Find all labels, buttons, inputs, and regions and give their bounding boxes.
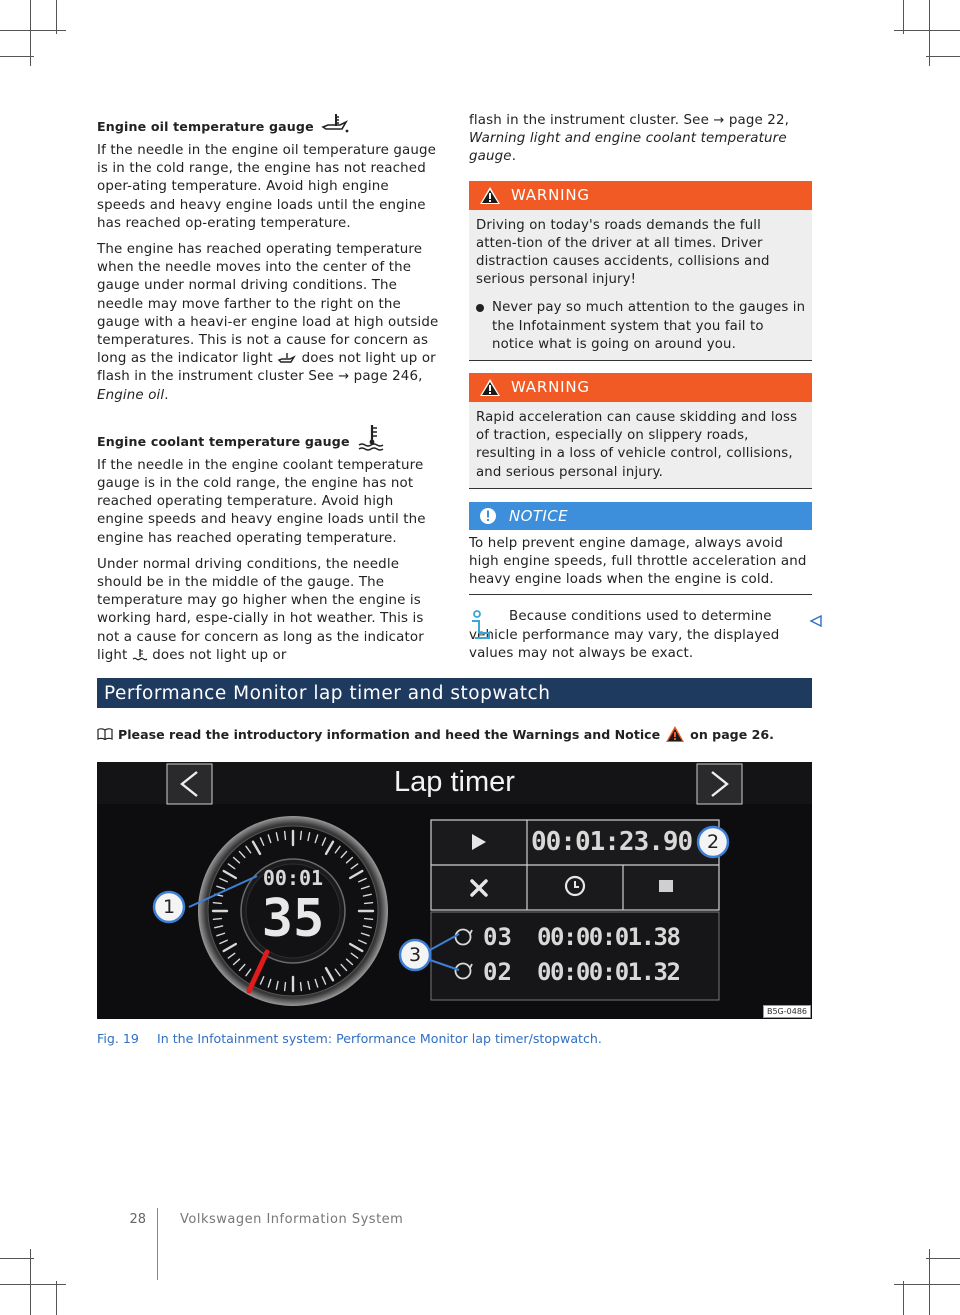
notice-header: NOTICE [469, 502, 812, 530]
screen-title: Lap timer [394, 766, 515, 798]
dial-top-readout: 00:01 [262, 866, 324, 890]
ref-arrow-icon: → [338, 369, 350, 385]
warning-bullet: Never pay so much attention to the gauges in the Infotainment system that you fail to notice what is going on around you. [476, 299, 806, 354]
section-title: Performance Monitor lap timer and stopwatch [97, 678, 812, 708]
coolant-gauge-para-2: Under normal driving conditions, the needle should be in the middle of the gauge. The temperature may go higher when the engine is working hard, espe-cially in hot weather. This is not a cause for concern as long as the indicator light does not light up or [97, 556, 424, 663]
coolant-ref-link[interactable]: Warning light and engine coolant temperature gauge [469, 131, 787, 165]
lap-row-2-number: 02 [483, 958, 512, 986]
main-timer-display: 00:01:23.90 [531, 827, 693, 857]
dial-tick [285, 983, 286, 991]
figure-caption: Fig. 19 In the Infotainment system: Performance Monitor lap timer/stopwatch. [97, 1031, 602, 1046]
warning-box-2 [469, 373, 812, 489]
dial-seconds-readout: 35 [261, 889, 325, 949]
lap-button[interactable] [659, 880, 673, 892]
oil-gauge-para-2: The engine has reached operating temperature when the needle moves into the center of the gauge under normal driving conditions. The needle may move farther to the right on the gauge with a heavi-er engine load at high outside temperatures. This is not a cause for concern as long as the indicator light does not light up or flash in the instrument cluster See → page 246, Engine oil. [97, 242, 439, 403]
dial-tick [301, 831, 302, 839]
dial-tick [365, 903, 373, 904]
callout-2: 2 [706, 831, 720, 853]
warning-header: WARNING [469, 181, 812, 210]
warning-triangle-icon [665, 725, 685, 743]
bullet-dot [476, 304, 484, 312]
oil-ref-link[interactable]: Engine oil [97, 387, 165, 403]
coolant-gauge-heading: Engine coolant temperature gauge [97, 423, 439, 451]
callout-3: 3 [408, 944, 422, 966]
lap-row-2-time: 00:00:01.32 [537, 958, 680, 986]
warning-box-1 [469, 181, 812, 361]
left-column [97, 112, 439, 673]
oil-temp-icon [277, 352, 297, 364]
page-number: 28 [129, 1212, 146, 1227]
page-ref-link[interactable]: page 22, [728, 113, 790, 128]
chevron-left-button[interactable] [167, 764, 212, 804]
lap-row-1-time: 00:00:01.38 [537, 923, 680, 951]
lap-row-1-number: 03 [483, 923, 512, 951]
warning-triangle-icon [479, 378, 501, 397]
warning-body: Driving on today's roads demands the full atten-tion of the driver at all times. Driver distraction causes accidents, collisions and serious personal injury! Never pay so much attention to the gauges in the Infotainment system that you fail to notice what is going on around you. [469, 210, 812, 361]
lap-icon [659, 880, 673, 892]
dial-tick [213, 919, 221, 920]
coolant-gauge-para-1: If the needle in the engine coolant temperature gauge is in the cold range, the engine has not reached operating temperature. Avoid high engine speeds and heavy engine loads until the engine has reached operating temperature. [97, 457, 426, 546]
notice-box [469, 502, 812, 596]
lap-timer-figure [97, 762, 812, 1019]
warning-body: Rapid acceleration can cause skidding and loss of traction, especially on slippery roads, resulting in a loss of vehicle control, collisions, and serious personal injury. [469, 402, 812, 489]
callout-1: 1 [162, 896, 176, 918]
page-ref-link[interactable]: page 246, [353, 369, 423, 385]
oil-temp-icon [320, 112, 350, 136]
warning-header: WARNING [469, 373, 812, 402]
notice-icon [479, 507, 497, 525]
section-intro: Please read the introductory information and heed the Warnings and Notice on page 26. [97, 725, 812, 743]
dial-tick [213, 903, 221, 904]
ref-arrow-icon: → [713, 113, 725, 128]
right-column [469, 112, 812, 663]
book-icon [97, 728, 113, 740]
info-icon [469, 610, 491, 640]
notice-body: To help prevent engine damage, always avoid high engine speeds, full throttle acceleration and heavy engine loads when the engine is cold. [469, 530, 812, 596]
end-marker-icon [809, 614, 823, 628]
continued-paragraph: flash in the instrument cluster. See → page 22, Warning light and engine coolant temperature gauge. [469, 113, 790, 165]
footer-title: Volkswagen Information System [180, 1212, 404, 1227]
footer-divider [157, 1208, 158, 1280]
dial-tick [365, 919, 373, 920]
oil-gauge-heading: Engine oil temperature gauge [97, 112, 439, 136]
oil-gauge-para-1: If the needle in the engine oil temperature gauge is in the cold range, the engine has not reached oper-ating temperature. Avoid high engine speeds and heavy engine loads until the engine has reached op-erating temperature. [97, 143, 437, 231]
info-note: Because conditions used to determine vehicle performance may vary, the displayed values may not always be exact. [469, 609, 780, 661]
dial-tick [285, 831, 286, 839]
figure-code: B5G-0486 [763, 1005, 811, 1018]
coolant-temp-icon [132, 648, 148, 662]
warning-triangle-icon [479, 186, 501, 205]
chevron-right-button[interactable] [697, 764, 742, 804]
coolant-temp-icon [356, 423, 388, 451]
dial-tick [301, 983, 302, 991]
